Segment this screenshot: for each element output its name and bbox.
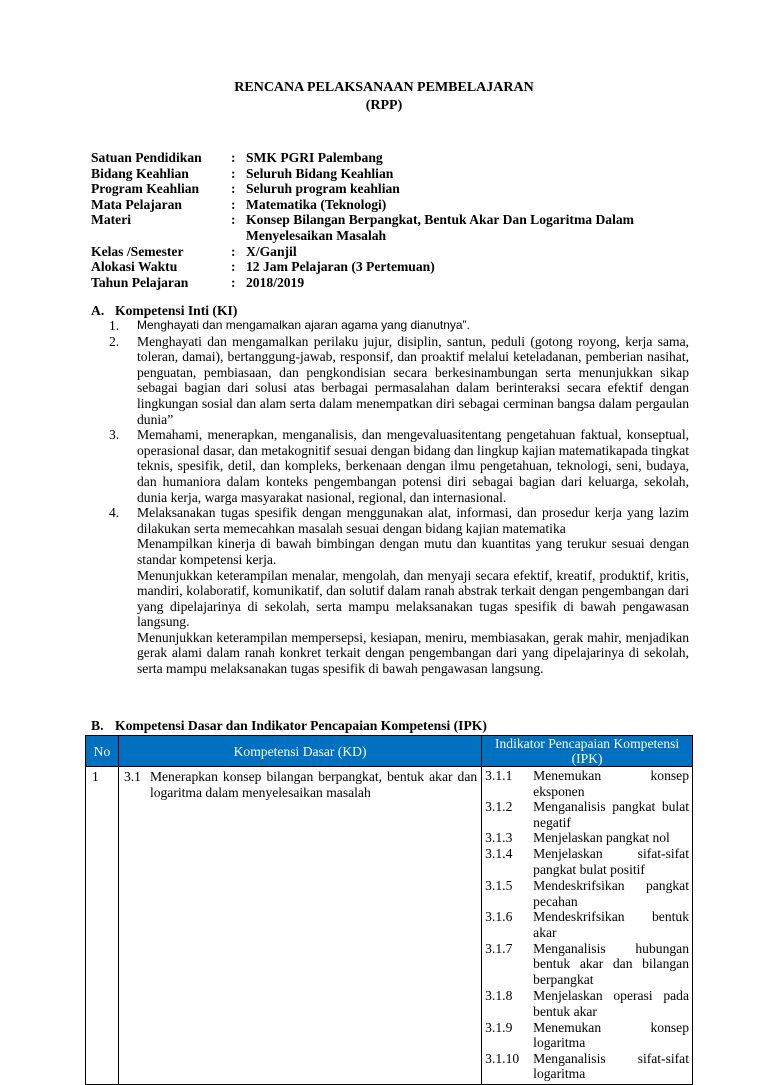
kd-ipk-table bbox=[85, 735, 693, 1085]
ipk-code: 3.1.8 bbox=[485, 988, 513, 1004]
identity-row bbox=[91, 244, 711, 260]
ipk-item bbox=[485, 941, 689, 988]
section-title: Kompetensi Dasar dan Indikator Pencapaian Kompetensi (IPK) bbox=[115, 718, 487, 733]
ki-list bbox=[109, 318, 689, 677]
identity-value: X/Ganjil bbox=[246, 243, 297, 259]
ipk-code: 3.1.7 bbox=[485, 940, 513, 956]
identity-block bbox=[91, 150, 711, 290]
section-letter: B. bbox=[91, 718, 104, 733]
identity-label: Program Keahlian bbox=[91, 181, 200, 197]
ipk-text: Menjelaskan pangkat nol bbox=[533, 830, 670, 846]
identity-colon: : bbox=[231, 259, 236, 275]
ipk-item bbox=[485, 909, 689, 940]
identity-value: 12 Jam Pelajaran (3 Pertemuan) bbox=[246, 259, 435, 275]
identity-value: Seluruh program keahlian bbox=[246, 181, 400, 197]
kd-cell bbox=[118, 767, 481, 1085]
ipk-code: 3.1.6 bbox=[485, 909, 513, 925]
ipk-code: 3.1.4 bbox=[485, 845, 513, 861]
table-header-kd: Kompetensi Dasar (KD) bbox=[118, 736, 481, 767]
ki-text: Menunjukkan keterampilan menalar, mengolah, dan menyaji secara efektif, kreatif, produktif, kritis, mandiri, kolaboratif, komunikatif, dan solutif dalam ranah abstrak terkait dengan pengembangan dari yang dipelajarinya di sekolah, serta mampu melaksanakan tugas spesifik di bawah pengawasan langsung. bbox=[137, 567, 689, 630]
identity-label: Kelas /Semester bbox=[91, 243, 184, 259]
section-letter: A. bbox=[91, 303, 105, 318]
kd-description bbox=[119, 767, 481, 800]
table-row bbox=[86, 767, 693, 1085]
ki-item bbox=[109, 505, 689, 677]
identity-label: Tahun Pelajaran bbox=[91, 274, 189, 290]
identity-colon: : bbox=[231, 165, 236, 181]
identity-value: Matematika (Teknologi) bbox=[246, 196, 387, 212]
identity-label: Bidang Keahlian bbox=[91, 165, 189, 181]
ipk-item bbox=[485, 830, 689, 846]
section-a-heading bbox=[91, 303, 237, 319]
identity-colon: : bbox=[231, 150, 236, 165]
row-number: 1 bbox=[86, 767, 119, 1085]
identity-label: Materi bbox=[91, 212, 131, 228]
identity-label: Mata Pelajaran bbox=[91, 196, 182, 212]
table-header-ipk: Indikator Pencapaian Kompetensi (IPK) bbox=[482, 736, 693, 767]
kd-code: 3.1 bbox=[123, 769, 141, 784]
section-b-heading bbox=[91, 718, 487, 734]
ipk-code: 3.1.3 bbox=[485, 830, 513, 846]
table-header-no: No bbox=[86, 736, 119, 767]
ki-item bbox=[109, 318, 689, 334]
ipk-item bbox=[485, 1020, 689, 1051]
ki-number: 1. bbox=[109, 318, 120, 333]
ki-item bbox=[109, 427, 689, 505]
ki-number: 3. bbox=[109, 427, 120, 443]
identity-colon: : bbox=[231, 196, 236, 212]
identity-value: 2018/2019 bbox=[246, 274, 305, 290]
ki-text: Menampilkan kinerja di bawah bimbingan dengan mutu dan kuantitas yang terukur sesuai dengan standar kompetensi kerja. bbox=[137, 536, 689, 567]
identity-row bbox=[91, 259, 711, 275]
ipk-item bbox=[485, 988, 689, 1019]
ipk-code: 3.1.1 bbox=[485, 768, 513, 783]
ipk-code: 3.1.5 bbox=[485, 878, 513, 894]
ipk-cell bbox=[482, 767, 693, 1085]
ipk-text: Menjelaskan sifat-sifat pangkat bulat positif bbox=[533, 845, 689, 877]
identity-row bbox=[91, 212, 711, 243]
ipk-code: 3.1.10 bbox=[485, 1050, 520, 1066]
document-title: RENCANA PELAKSANAAN PEMBELAJARAN bbox=[234, 80, 534, 95]
identity-row bbox=[91, 166, 711, 182]
identity-row bbox=[91, 181, 711, 197]
ipk-item bbox=[485, 878, 689, 909]
identity-row bbox=[91, 197, 711, 213]
ipk-item bbox=[485, 768, 689, 799]
ipk-text: Mendeskrifsikan pangkat pecahan bbox=[533, 878, 689, 909]
ipk-text: Menemukan konsep logaritma bbox=[533, 1019, 689, 1051]
identity-value: Seluruh Bidang Keahlian bbox=[246, 165, 394, 181]
identity-value: Konsep Bilangan Berpangkat, Bentuk Akar Dan Logaritma Dalam Menyelesaikan Masalah bbox=[246, 212, 634, 243]
document-subtitle: (RPP) bbox=[365, 98, 403, 113]
ipk-text: Menjelaskan operasi pada bentuk akar bbox=[533, 988, 689, 1019]
identity-colon: : bbox=[231, 181, 236, 197]
ipk-text: Menganalisis pangkat bulat negatif bbox=[533, 799, 689, 830]
section-title: Kompetensi Inti (KI) bbox=[115, 303, 238, 318]
identity-label: Satuan Pendidikan bbox=[91, 150, 202, 165]
ki-text: Memahami, menerapkan, menganalisis, dan mengevaluasitentang pengetahuan faktual, konseptual, operasional dasar, dan metakognitif sesuai dengan bidang dan lingkup kajian matematikapada tingkat teknis, spesifik, detil, dan kompleks, berkenaan dengan ilmu pengetahuan, teknologi, seni, budaya, dan humaniora dalam konteks pengembangan potensi diri sebagai bagian dari keluarga, sekolah, dunia kerja, warga masyarakat nasional, regional, dan internasional. bbox=[137, 427, 689, 505]
ipk-item bbox=[485, 1051, 689, 1082]
ki-text: Menunjukkan keterampilan mempersepsi, kesiapan, meniru, membiasakan, gerak mahir, menjadikan gerak alami dalam ranah konkret terkait dengan pengembangan dari yang dipelajarinya di sekolah, serta mampu melaksanakan tugas spesifik di bawah pengawasan langsung. bbox=[137, 629, 689, 677]
ki-number: 4. bbox=[109, 505, 120, 521]
kd-text: Menerapkan konsep bilangan berpangkat, bentuk akar dan logaritma dalam menyelesaikan masalah bbox=[149, 769, 478, 800]
ipk-code: 3.1.2 bbox=[485, 799, 513, 815]
table-header-row bbox=[86, 736, 693, 767]
identity-colon: : bbox=[231, 212, 236, 228]
ki-number: 2. bbox=[109, 333, 120, 349]
identity-row bbox=[91, 150, 711, 166]
ipk-code: 3.1.9 bbox=[485, 1019, 513, 1035]
ki-text: Menghayati dan mengamalkan perilaku jujur, disiplin, santun, peduli (gotong royong, kerja sama, toleran, damai), bertanggung-jawab, responsif, dan proaktif melalui keteladanan, pemberian nasihat, penguatan, pembiasaan, dan pengkondisian secara berkesinambungan serta menunjukkan sikap sebagai bagian dari solusi atas berbagai permasalahan dalam berinteraksi secara efektif dengan lingkungan sosial dan alam serta dalam menempatkan diri sebagai cerminan bangsa dalam pergaulan dunia” bbox=[137, 333, 689, 427]
ipk-text: Menganalisis hubungan bentuk akar dan bilangan berpangkat bbox=[533, 940, 689, 987]
ki-text: Melaksanakan tugas spesifik dengan menggunakan alat, informasi, dan prosedur kerja yang lazim dilakukan serta memecahkan masalah sesuai dengan bidang kajian matematika bbox=[137, 505, 689, 536]
ipk-item bbox=[485, 846, 689, 877]
ki-text: Menghayati dan mengamalkan ajaran agama yang dianutnya”. bbox=[137, 318, 470, 332]
ipk-text: Mendeskrifsikan bentuk akar bbox=[533, 909, 689, 940]
identity-label: Alokasi Waktu bbox=[91, 259, 178, 275]
ipk-text: Menemukan konsep eksponen bbox=[533, 768, 689, 799]
identity-colon: : bbox=[231, 243, 236, 259]
ipk-item bbox=[485, 799, 689, 830]
ipk-text: Menganalisis sifat-sifat logaritma bbox=[533, 1050, 689, 1082]
identity-row bbox=[91, 275, 711, 291]
ipk-list bbox=[482, 767, 692, 1084]
ki-item bbox=[109, 334, 689, 428]
identity-colon: : bbox=[231, 274, 236, 290]
identity-value: SMK PGRI Palembang bbox=[246, 150, 383, 165]
